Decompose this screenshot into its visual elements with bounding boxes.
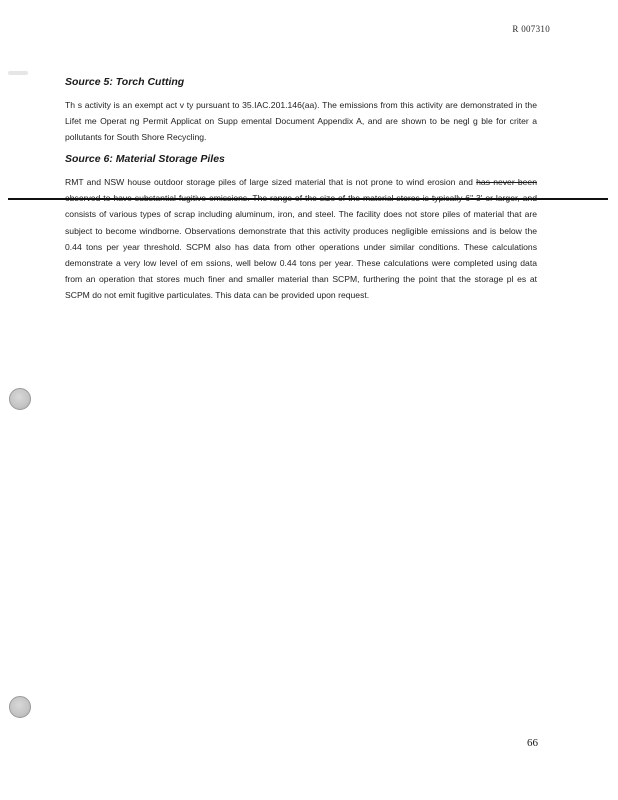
- bates-number: R 007310: [512, 24, 550, 34]
- scan-smudge: [8, 71, 28, 75]
- section-paragraph-material-storage-piles: [65, 174, 537, 303]
- section-heading-material-storage-piles: Source 6: Material Storage Piles: [65, 153, 225, 166]
- binder-punch-hole-upper: [9, 388, 31, 410]
- page-number: 66: [527, 737, 538, 749]
- binder-punch-hole-lower: [9, 696, 31, 718]
- horizontal-redaction-line: [8, 198, 608, 200]
- document-body: [65, 75, 537, 310]
- paragraph-rest-text: consists of various types of scrap including aluminum, iron, and steel. The facility does not store piles of material that are subject to become windborne. Observations demonstrate that this activity produces negligible emissions and is below the 0.44 tons per year threshold. SCPM also has data from other operations under similar conditions. These calculations demonstrate a very low level of em ssions, well below 0.44 tons per year. These calculations were completed using data from an operation that stores much finer and smaller material than SCPM, furthering the point that the storage pl es at SCPM do not emit fugitive particulates. This data can be provided upon request.: [65, 209, 537, 300]
- section-heading-torch-cutting: Source 5: Torch Cutting: [65, 76, 185, 88]
- struck-through-text: has never been: [476, 177, 537, 188]
- section-paragraph-torch-cutting: Th s activity is an exempt act v ty pursuant to 35.IAC.201.146(aa). The emissions from this activity are demonstrated in the Lifet me Operat ng Permit Applicat on Supp emental Document Appendix A, and are shown to be negl g ble for criter a pollutants for South Shore Recycling.: [65, 100, 537, 143]
- paragraph-lead-text: RMT and NSW house outdoor storage piles of large sized material that is not prone to wind erosion and: [65, 177, 477, 188]
